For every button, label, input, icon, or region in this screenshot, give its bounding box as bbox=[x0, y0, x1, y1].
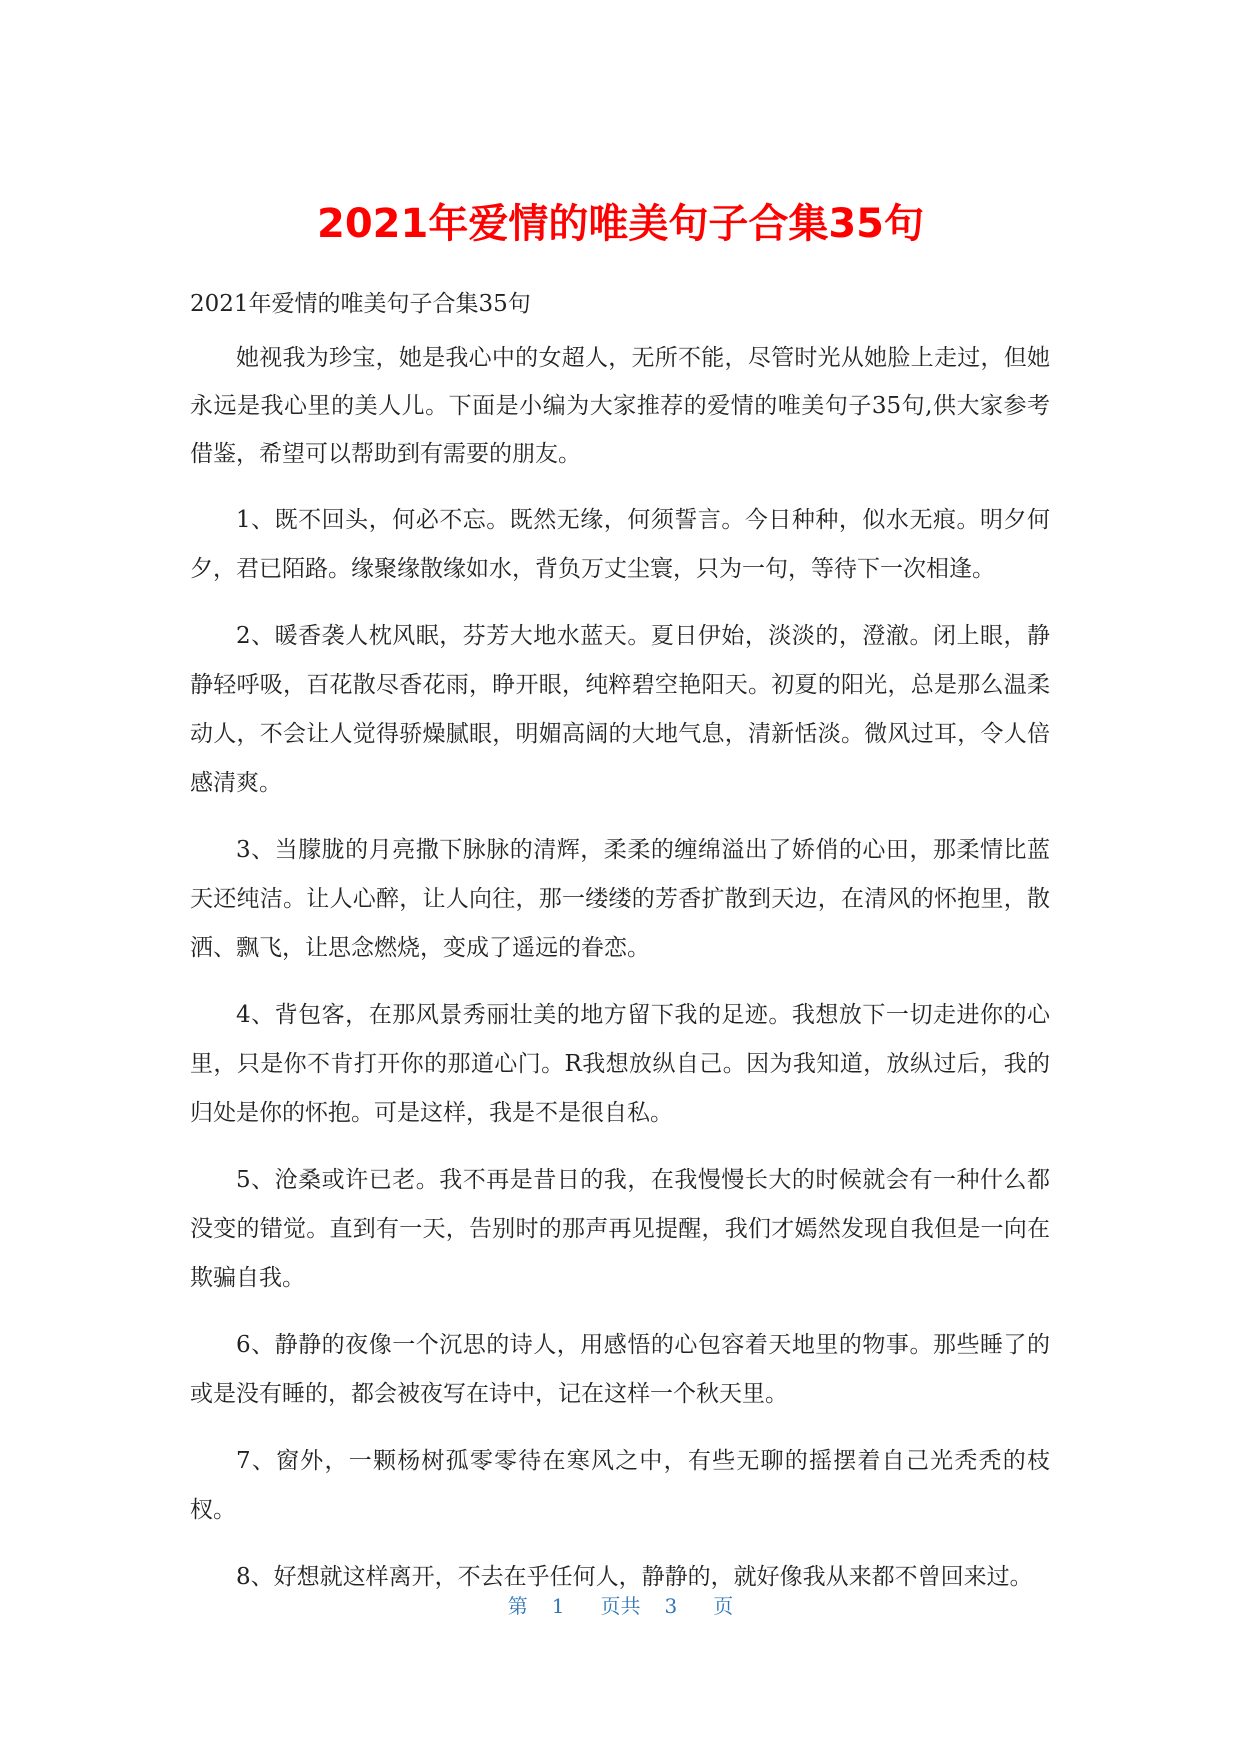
document-body bbox=[190, 288, 1050, 1620]
list-item: 5、沧桑或许已老。我不再是昔日的我，在我慢慢长大的时候就会有一种什么都没变的错觉。直到有一天，告别时的那声再见提醒，我们才嫣然发现自我但是一向在欺骗自我。 bbox=[190, 1167, 1050, 1291]
list-item: 6、静静的夜像一个沉思的诗人，用感悟的心包容着天地里的物事。那些睡了的或是没有睡的，都会被夜写在诗中，记在这样一个秋天里。 bbox=[190, 1332, 1050, 1407]
current-page-number: 1 bbox=[551, 1594, 565, 1618]
list-item: 8、好想就这样离开，不去在乎任何人，静静的，就好像我从来都不曾回来过。 bbox=[236, 1564, 1033, 1590]
list-item: 1、既不回头，何必不忘。既然无缘，何须誓言。今日种种，似水无痕。明夕何夕，君已陌路。缘聚缘散缘如水，背负万丈尘寰，只为一句，等待下一次相逢。 bbox=[190, 507, 1050, 582]
page-footer bbox=[0, 1592, 1241, 1620]
total-pages-number: 3 bbox=[664, 1594, 678, 1618]
list-item: 2、暖香袭人枕风眠，芬芳大地水蓝天。夏日伊始，淡淡的，澄澈。闭上眼，静静轻呼吸，百花散尽香花雨，睁开眼，纯粹碧空艳阳天。初夏的阳光，总是那么温柔动人，不会让人觉得骄燥腻眼，明媚高阔的大地气息，清新恬淡。微风过耳，令人倍感清爽。 bbox=[190, 623, 1050, 796]
page-label-end: 页 bbox=[713, 1594, 734, 1618]
list-item: 7、窗外，一颗杨树孤零零待在寒风之中，有些无聊的摇摆着自己光秃秃的枝杈。 bbox=[190, 1448, 1050, 1523]
list-item: 3、当朦胧的月亮撒下脉脉的清辉，柔柔的缠绵溢出了娇俏的心田，那柔情比蓝天还纯洁。让人心醉，让人向往，那一缕缕的芳香扩散到天边，在清风的怀抱里，散洒、飘飞，让思念燃烧，变成了遥远的眷恋。 bbox=[190, 837, 1050, 961]
intro-paragraph: 她视我为珍宝，她是我心中的女超人，无所不能，尽管时光从她脸上走过，但她永远是我心里的美人儿。下面是小编为大家推荐的爱情的唯美句子35句,供大家参考借鉴，希望可以帮助到有需要的朋友。 bbox=[190, 345, 1050, 467]
document-title: 2021年爱情的唯美句子合集35句 bbox=[317, 201, 924, 247]
document-subtitle: 2021年爱情的唯美句子合集35句 bbox=[190, 291, 531, 317]
list-item: 4、背包客，在那风景秀丽壮美的地方留下我的足迹。我想放下一切走进你的心里，只是你不肯打开你的那道心门。R我想放纵自己。因为我知道，放纵过后，我的归处是你的怀抱。可是这样，我是不是很自私。 bbox=[190, 1002, 1050, 1126]
page-label-mid: 页共 bbox=[600, 1594, 641, 1618]
page-label-start: 第 bbox=[507, 1594, 528, 1618]
